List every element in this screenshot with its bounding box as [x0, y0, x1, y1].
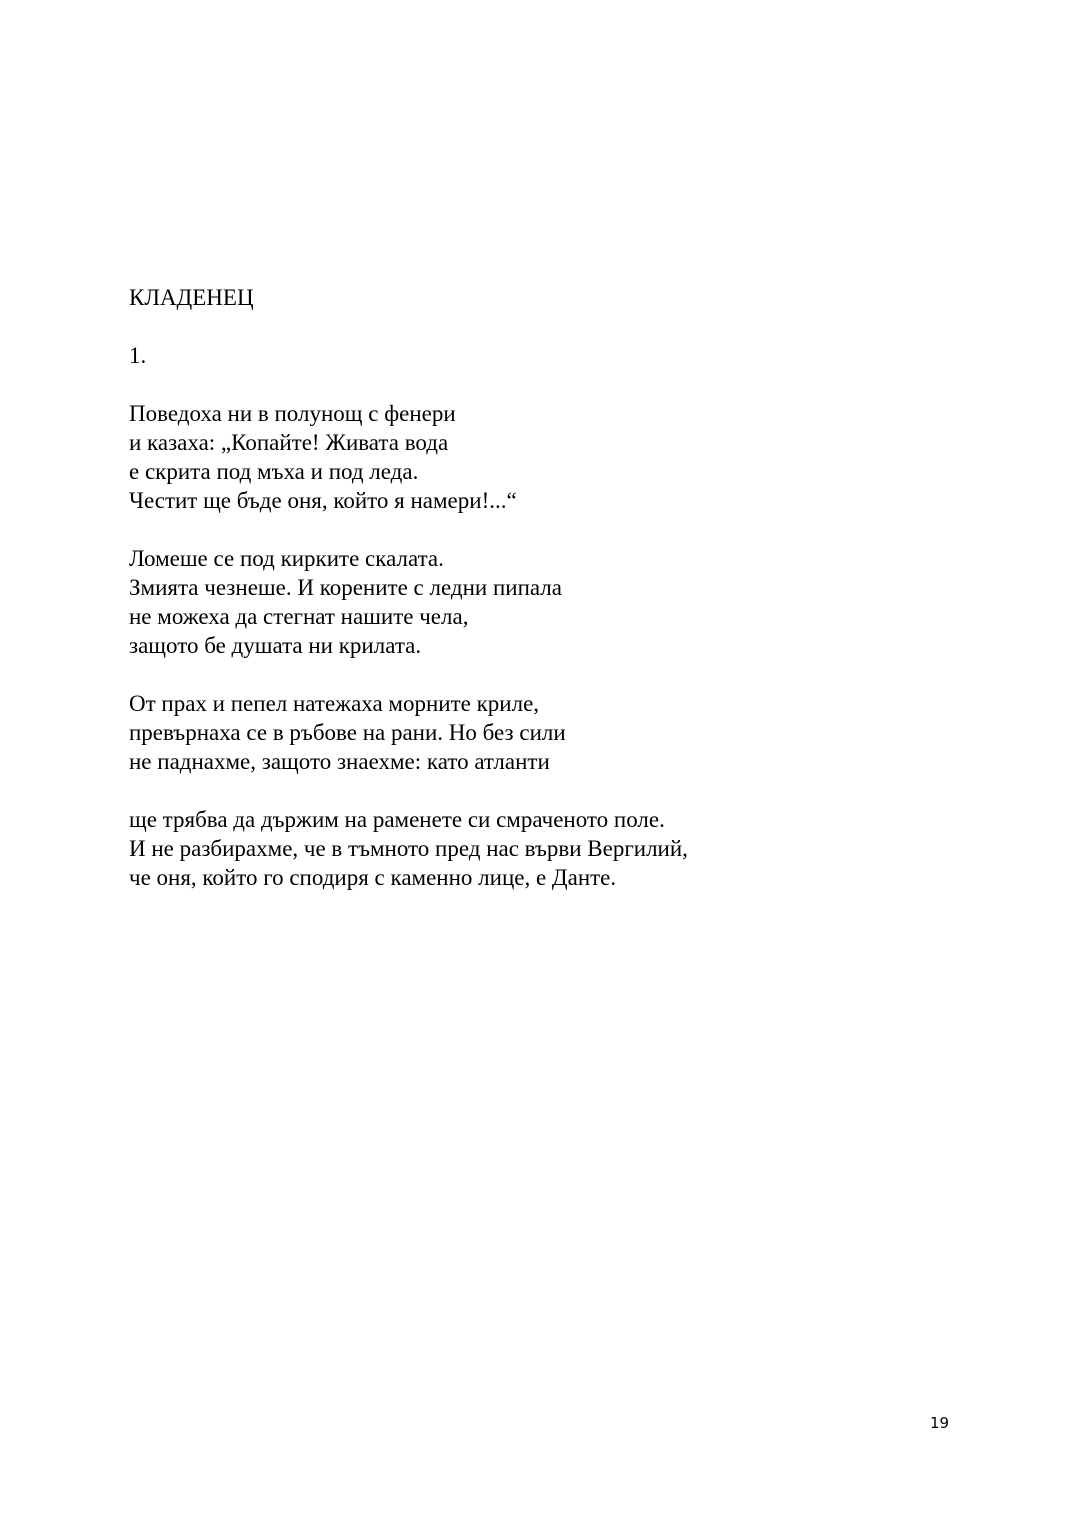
poem-line: От прах и пепел натежаха морните криле, — [129, 691, 540, 716]
stanza-3 — [129, 689, 989, 776]
poem-title: КЛАДЕНЕЦ — [129, 285, 254, 310]
poem-line: Поведоха ни в полунощ с фенери — [129, 401, 456, 426]
poem-line: не паднахме, защото знаехме: като атланти — [129, 749, 550, 774]
poem-line: защото бе душата ни крилата. — [129, 633, 422, 658]
section-number: 1. — [129, 343, 147, 368]
poem-line: и казаха: „Копайте! Живата вода — [129, 430, 449, 455]
poem-line: не можеха да стегнат нашите чела, — [129, 604, 469, 629]
stanza-4 — [129, 805, 989, 892]
stanza-2 — [129, 544, 989, 660]
poem-line: че оня, който го сподиря с каменно лице, е Данте. — [129, 865, 617, 890]
poem-line: ще трябва да държим на раменете си смраченото поле. — [129, 807, 665, 832]
poem-line: И не разбирахме, че в тъмното пред нас върви Вергилий, — [129, 836, 688, 861]
poem-line: е скрита под мъха и под леда. — [129, 459, 419, 484]
stanza-1 — [129, 399, 989, 515]
poem-line: Змията чезнеше. И корените с ледни пипала — [129, 575, 562, 600]
poem-line: Ломеше се под кирките скалата. — [129, 546, 444, 571]
poem-line: превърнаха се в ръбове на рани. Но без сили — [129, 720, 566, 745]
poem-line: Честит ще бъде оня, който я намери!...“ — [129, 488, 517, 513]
page-content — [129, 283, 989, 892]
page-number: 19 — [930, 1414, 950, 1432]
